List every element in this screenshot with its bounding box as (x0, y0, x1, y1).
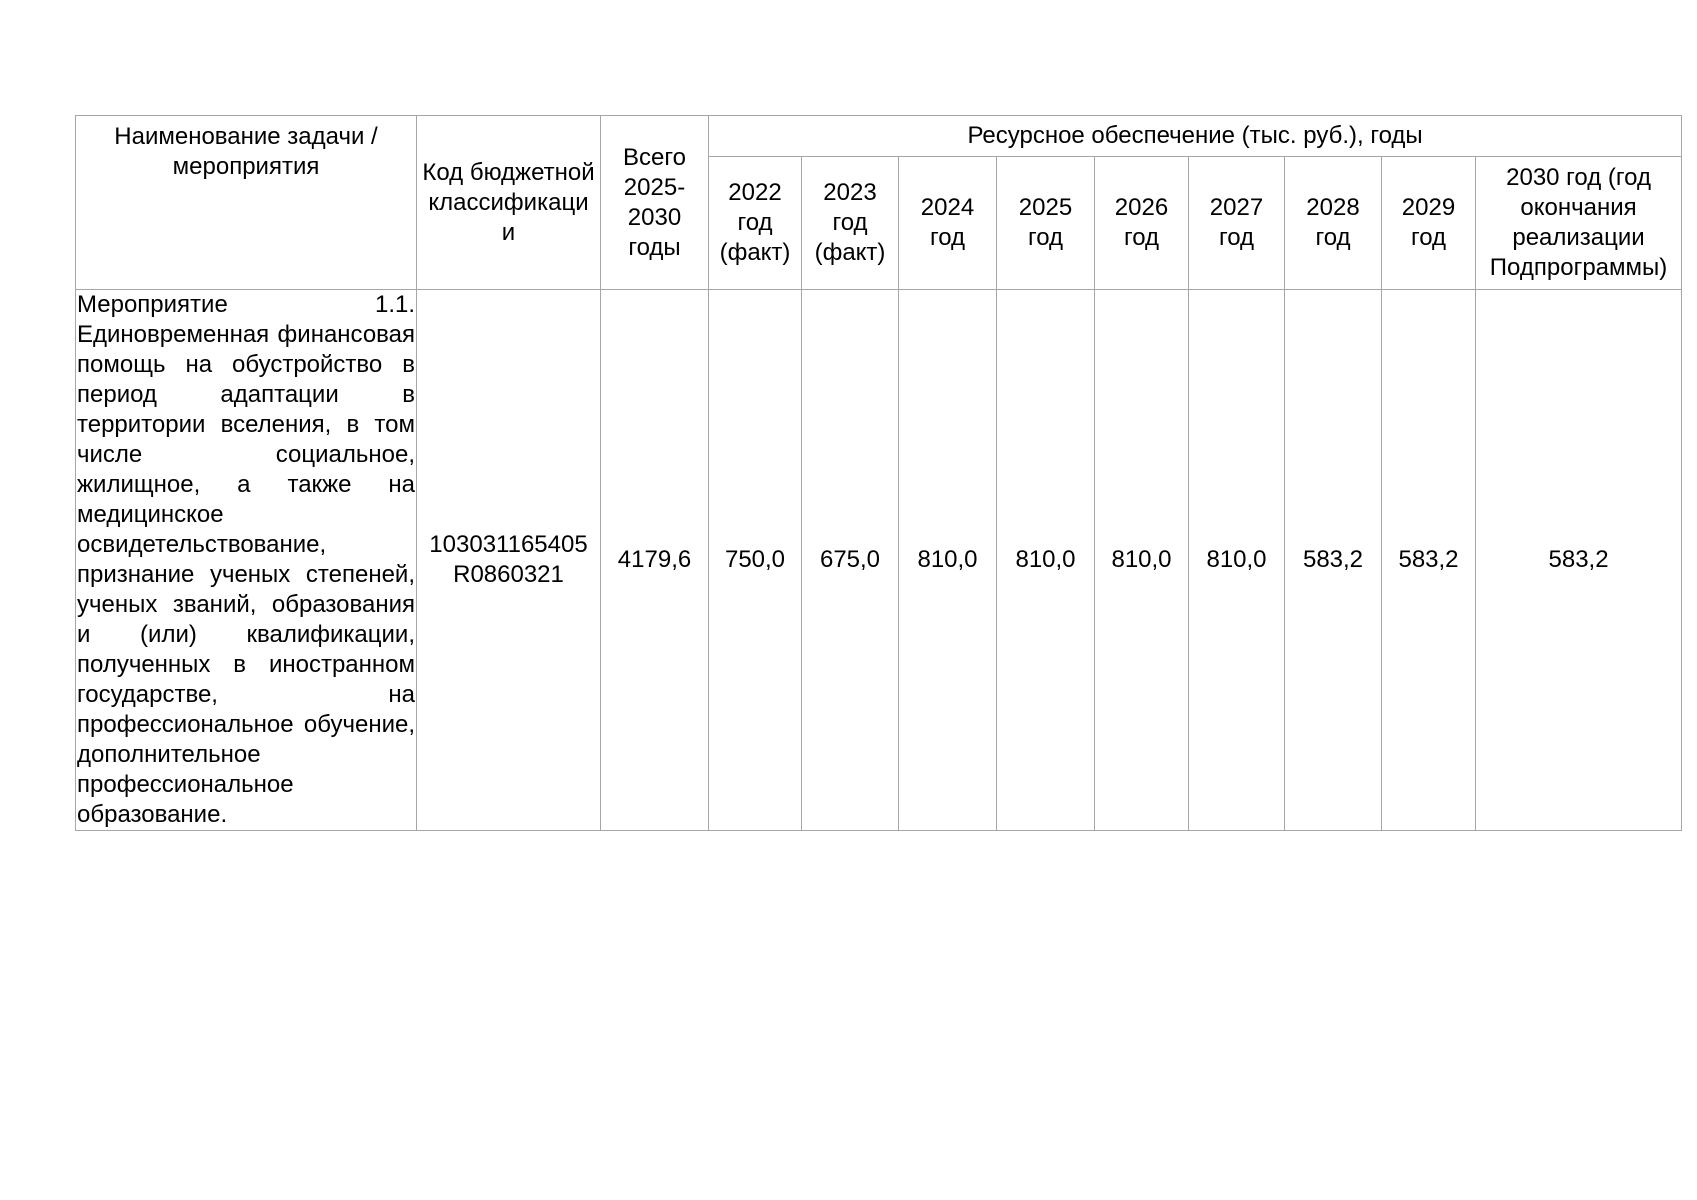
header-year: 2023 год (факт) (802, 157, 899, 290)
header-task-name: Наименование задачи / мероприятия (76, 116, 417, 290)
resource-table (75, 115, 1682, 831)
budget-code-cell: 103031165405 R0860321 (417, 290, 601, 831)
value-cell: 810,0 (1189, 290, 1285, 831)
value-cell: 810,0 (1095, 290, 1189, 831)
header-year: 2024 год (899, 157, 997, 290)
header-year: 2027 год (1189, 157, 1285, 290)
header-budget-code: Код бюджетной классификаци и (417, 116, 601, 290)
value-cell: 810,0 (997, 290, 1095, 831)
header-row-top (76, 116, 1682, 157)
value-cell: 583,2 (1285, 290, 1382, 831)
value-cell: 583,2 (1382, 290, 1476, 831)
value-cell: 750,0 (709, 290, 802, 831)
value-cell: 810,0 (899, 290, 997, 831)
measure-name: Мероприятие 1.1. Единовременная финансовая помощь на обустройство в период адаптации в территории вселения, в том числе социальное, жилищное, а также на медицинское освидетельствование, признание ученых степеней, ученых званий, образования и (или) квалификации, полученных в иностранном государстве, на профессиональное обучение, дополнительное профессиональное образование. (76, 290, 417, 831)
header-total: Всего 2025-2030 годы (601, 116, 709, 290)
header-year: 2029 год (1382, 157, 1476, 290)
header-year: 2030 год (год окончания реализации Подпрограммы) (1476, 157, 1682, 290)
header-year: 2025 год (997, 157, 1095, 290)
header-year: 2028 год (1285, 157, 1382, 290)
header-year: 2026 год (1095, 157, 1189, 290)
header-year: 2022 год (факт) (709, 157, 802, 290)
value-cell: 583,2 (1476, 290, 1682, 831)
total-cell: 4179,6 (601, 290, 709, 831)
table-row (76, 290, 1682, 831)
header-resources: Ресурсное обеспечение (тыс. руб.), годы (709, 116, 1682, 157)
value-cell: 675,0 (802, 290, 899, 831)
